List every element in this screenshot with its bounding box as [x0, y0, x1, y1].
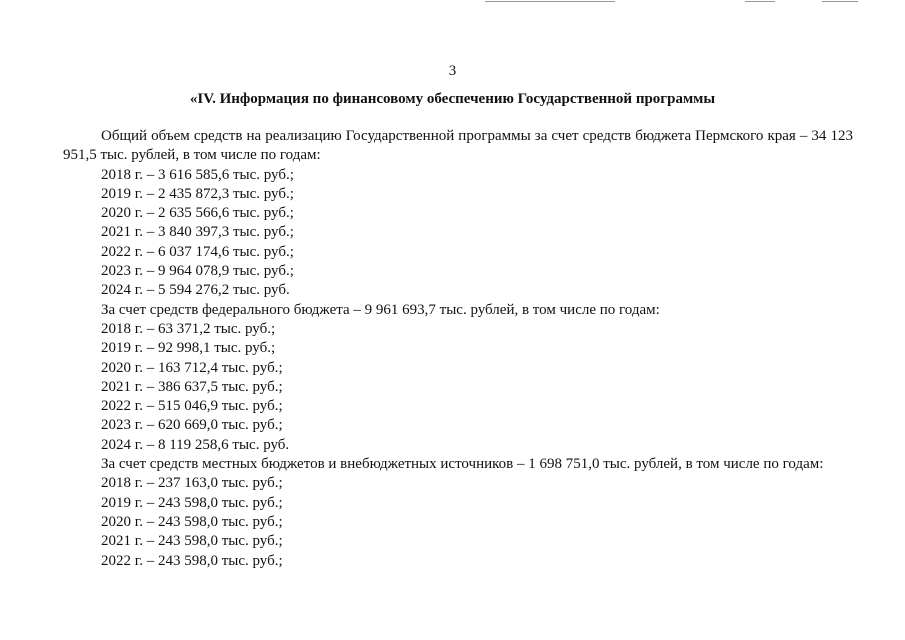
federal-year-line: 2023 г. – 620 669,0 тыс. руб.;: [101, 417, 283, 434]
total-year-line: 2019 г. – 2 435 872,3 тыс. руб.;: [101, 185, 294, 202]
scan-edge-marks: [0, 0, 905, 4]
federal-year-line: 2018 г. – 63 371,2 тыс. руб.;: [101, 320, 276, 337]
local-year-line: 2020 г. – 243 598,0 тыс. руб.;: [101, 513, 283, 530]
federal-funding-paragraph: За счет средств федерального бюджета – 9 961 693,7 тыс. рублей, в том числе по годам:: [101, 301, 660, 318]
local-year-line: 2018 г. – 237 163,0 тыс. руб.;: [101, 475, 283, 492]
federal-year-line: 2024 г. – 8 119 258,6 тыс. руб.: [101, 436, 290, 453]
total-year-line: 2020 г. – 2 635 566,6 тыс. руб.;: [101, 205, 294, 222]
section-heading: «IV. Информация по финансовому обеспечению Государственной программы: [189, 91, 716, 107]
local-year-line: 2022 г. – 243 598,0 тыс. руб.;: [101, 552, 283, 569]
federal-year-line: 2021 г. – 386 637,5 тыс. руб.;: [101, 378, 283, 395]
total-year-line: 2024 г. – 5 594 276,2 тыс. руб.: [101, 282, 290, 299]
federal-year-line: 2019 г. – 92 998,1 тыс. руб.;: [101, 340, 276, 357]
local-funding-paragraph: За счет средств местных бюджетов и внебюджетных источников – 1 698 751,0 тыс. рублей, в том числе по годам:: [101, 456, 824, 473]
federal-year-line: 2022 г. – 515 046,9 тыс. руб.;: [101, 398, 283, 415]
scan-edge-line: [822, 1, 858, 2]
page-number: 3: [448, 63, 457, 79]
total-year-line: 2018 г. – 3 616 585,6 тыс. руб.;: [101, 166, 294, 183]
total-year-line: 2022 г. – 6 037 174,6 тыс. руб.;: [101, 243, 294, 260]
total-year-line: 2021 г. – 3 840 397,3 тыс. руб.;: [101, 224, 294, 241]
total-year-line: 2023 г. – 9 964 078,9 тыс. руб.;: [101, 263, 294, 280]
scan-edge-line: [485, 1, 615, 2]
scan-edge-line: [745, 1, 775, 2]
local-year-line: 2019 г. – 243 598,0 тыс. руб.;: [101, 494, 283, 511]
document-body: [63, 127, 853, 571]
total-funding-paragraph: Общий объем средств на реализацию Государственной программы за счет средств бюджета Пермского края – 34 123 951,5 тыс. рублей, в том числе по годам:: [63, 128, 853, 164]
local-year-line: 2021 г. – 243 598,0 тыс. руб.;: [101, 533, 283, 550]
federal-year-line: 2020 г. – 163 712,4 тыс. руб.;: [101, 359, 283, 376]
